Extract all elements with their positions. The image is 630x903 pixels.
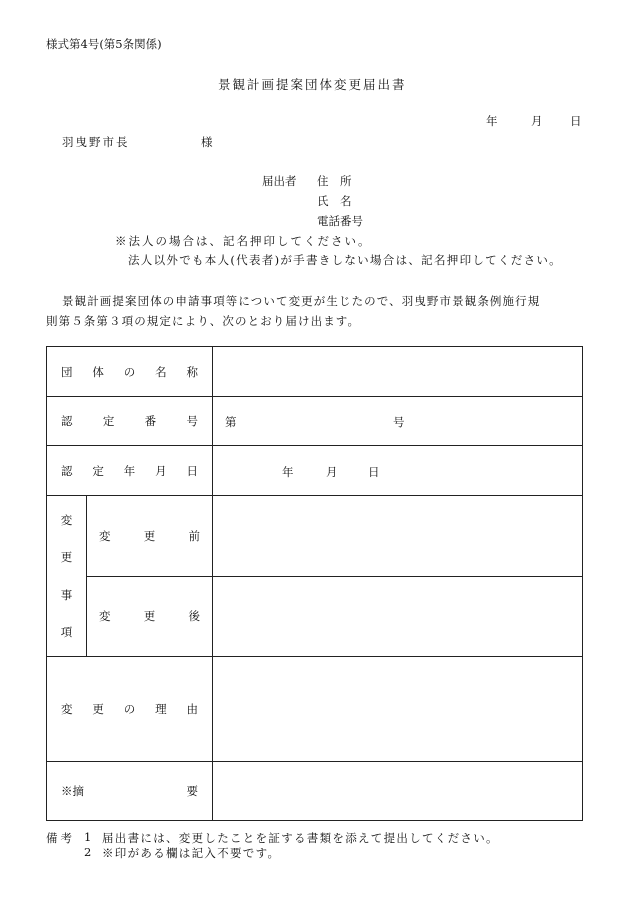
after-label (87, 576, 213, 657)
after-field[interactable] (213, 576, 583, 657)
reason-label (47, 657, 213, 762)
row-change-after (47, 576, 583, 657)
before-char: 前 (188, 528, 200, 543)
body-text-line-2: 則第５条第３項の規定により、次のとおり届け出ます。 (46, 314, 361, 328)
before-char: 変 (99, 528, 111, 543)
applicant-label: 届出者 (262, 174, 297, 188)
cert-date-char: 認 (61, 463, 73, 478)
cert-number-char: 番 (144, 414, 157, 428)
applicant-note-1: ※法人の場合は、記名押印してください。 (115, 234, 372, 248)
change-items-char: 事 (60, 587, 73, 602)
remark-2-text: ※印がある欄は記入不要です。 (102, 846, 281, 860)
org-name-char: 名 (155, 364, 167, 379)
address-label: 住 所 (317, 174, 352, 188)
change-notification-table (46, 346, 583, 821)
cert-date-month: 月 (326, 464, 338, 479)
org-name-char: の (123, 364, 136, 379)
cert-number-char: 認 (61, 414, 73, 428)
row-cert-number (47, 397, 583, 446)
summary-right: 要 (186, 784, 198, 798)
form-number: 様式第4号(第5条関係) (46, 37, 162, 51)
row-cert-date (47, 446, 583, 496)
remark-1-text: 届出書には、変更したことを証する書類を添えて提出してください。 (102, 831, 499, 845)
cert-date-char: 年 (123, 463, 136, 478)
document-title: 景観計画提案団体変更届出書 (218, 77, 407, 92)
org-name-field[interactable] (213, 347, 583, 397)
cert-date-year: 年 (282, 464, 294, 479)
before-char: 更 (143, 528, 156, 543)
summary-left: ※摘 (61, 784, 84, 798)
honorific: 様 (201, 135, 213, 149)
row-summary (47, 762, 583, 821)
cert-number-field[interactable] (213, 397, 583, 446)
reason-char: 理 (155, 702, 167, 716)
cert-date-field[interactable] (213, 446, 583, 496)
remarks-label: 備考 (46, 831, 75, 845)
after-char: 変 (99, 609, 111, 624)
change-items-label (47, 496, 87, 657)
reason-char: 由 (186, 702, 198, 716)
body-text-line-1: 景観計画提案団体の申請事項等について変更が生じたので、羽曳野市景観条例施行規 (62, 294, 541, 308)
before-label (87, 496, 213, 577)
row-reason (47, 657, 583, 762)
date-day: 日 (570, 114, 582, 128)
reason-char: 更 (92, 702, 104, 716)
org-name-label (47, 347, 213, 397)
cert-date-label (47, 446, 213, 496)
org-name-char: 称 (186, 364, 198, 379)
org-name-char: 体 (92, 364, 104, 379)
reason-char: の (123, 702, 136, 716)
cert-number-label (47, 397, 213, 446)
row-org-name (47, 347, 583, 397)
cert-number-char: 定 (102, 414, 115, 428)
cert-number-prefix: 第 (225, 415, 237, 429)
cert-date-char: 月 (155, 463, 167, 478)
cert-date-char: 日 (186, 463, 198, 478)
before-field[interactable] (213, 496, 583, 577)
name-label: 氏 名 (317, 194, 352, 208)
summary-field (213, 762, 583, 821)
reason-char: 変 (61, 702, 73, 716)
reason-field[interactable] (213, 657, 583, 762)
applicant-note-2: 法人以外でも本人(代表者)が手書きしない場合は、記名押印してください。 (128, 253, 562, 267)
change-items-char: 変 (60, 512, 73, 527)
summary-label (47, 762, 213, 821)
addressee: 羽曳野市長 (62, 135, 130, 149)
after-char: 更 (143, 609, 156, 624)
cert-date-char: 定 (92, 463, 104, 478)
cert-number-suffix: 号 (393, 415, 405, 429)
phone-label: 電話番号 (317, 214, 363, 228)
cert-date-day: 日 (368, 464, 380, 479)
row-change-before (47, 496, 583, 577)
date-year: 年 (486, 114, 498, 128)
remark-1-num: 1 (84, 830, 92, 844)
org-name-char: 団 (61, 364, 73, 379)
remark-2-num: 2 (84, 845, 92, 859)
change-items-char: 項 (60, 625, 73, 640)
cert-number-char: 号 (186, 414, 198, 428)
date-month: 月 (531, 114, 543, 128)
after-char: 後 (188, 609, 200, 624)
change-items-char: 更 (60, 550, 73, 565)
